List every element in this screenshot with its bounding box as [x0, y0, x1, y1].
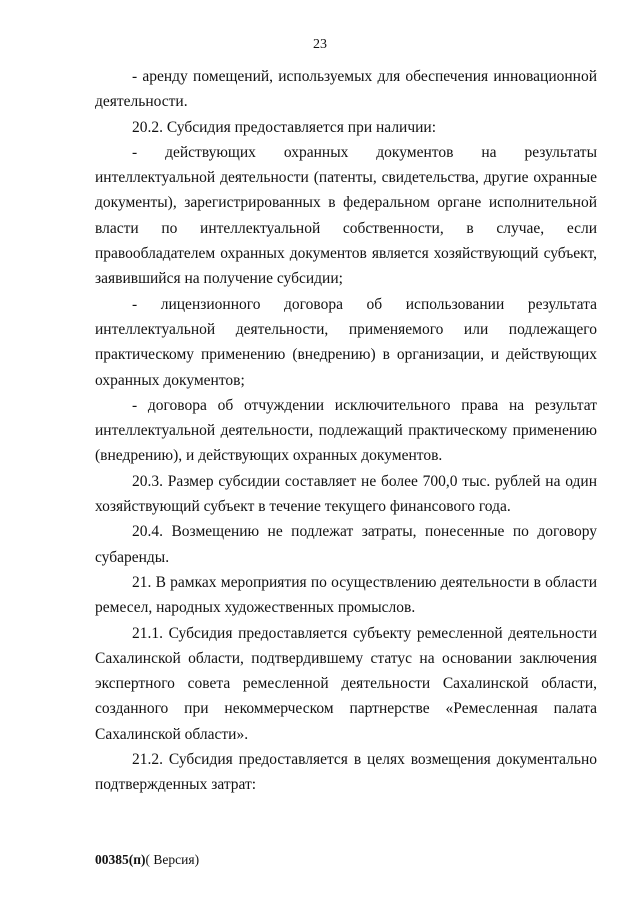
document-body [95, 64, 597, 798]
paragraph-21: 21. В рамках мероприятия по осуществлению деятельности в области ремесел, народных художественных промыслов. [95, 573, 597, 617]
paragraph-20-2: 20.2. Субсидия предоставляется при наличии: [132, 118, 437, 136]
paragraph-21-2: 21.2. Субсидия предоставляется в целях возмещения документально подтвержденных затрат: [95, 751, 597, 794]
document-code: 00385(п) [95, 852, 146, 867]
paragraph-protection-documents: - действующих охранных документов на результаты интеллектуальной деятельности (патенты, свидетельства, другие охранные документы), зарегистрированных в федеральном органе исполнительной власти по интеллектуальной собственности, в случае, если правообладателем охранных документов является хозяйствующий субъект, заявившийся на получение субсидии; [95, 143, 597, 288]
paragraph-innovation-rent: - аренду помещений, используемых для обеспечения инновационной деятельности. [95, 68, 597, 111]
paragraph-license-agreement: - лицензионного договора об использовании результата интеллектуальной деятельности, применяемого или подлежащего практическому применению (внедрению) в организации, и действующих охранных документов; [95, 295, 597, 389]
page-number: 23 [313, 37, 327, 52]
document-version: ( Версия) [145, 852, 200, 867]
paragraph-alienation-agreement: - договора об отчуждении исключительного права на результат интеллектуальной деятельности, подлежащий практическому применению (внедрению), и действующих охранных документов. [95, 396, 597, 465]
paragraph-20-4: 20.4. Возмещению не подлежат затраты, понесенные по договору субаренды. [95, 523, 597, 566]
document-footer [95, 851, 199, 869]
paragraph-21-1: 21.1. Субсидия предоставляется субъекту ремесленной деятельности Сахалинской области, подтвердившему статус на основании заключения экспертного совета ремесленной деятельности Сахалинской области, созданного при некоммерческом партнерстве «Ремесленная палата Сахалинской области». [95, 624, 597, 743]
paragraph-20-3: 20.3. Размер субсидии составляет не более 700,0 тыс. рублей на один хозяйствующий субъект в течение текущего финансового года. [95, 472, 597, 516]
